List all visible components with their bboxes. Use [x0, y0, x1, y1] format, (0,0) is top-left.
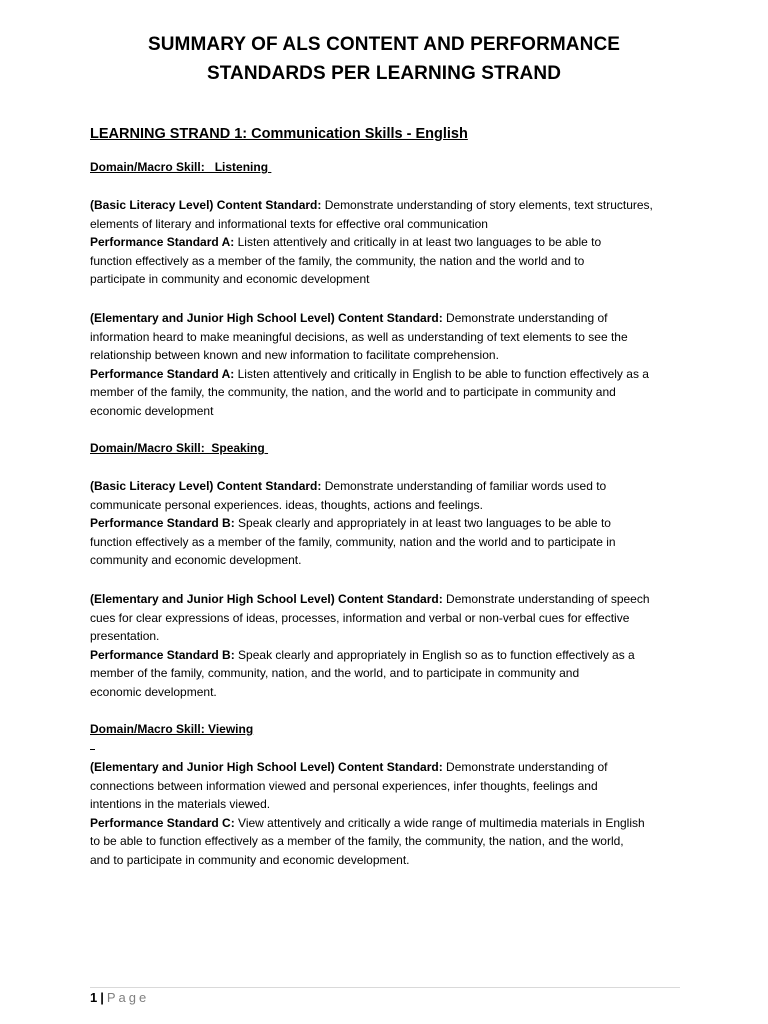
domain-listening-heading: Domain/Macro Skill: Listening — [90, 160, 272, 174]
content-standard-text: connections between information viewed and personal experiences, infer thoughts, feelings and — [90, 778, 598, 793]
content-standard-label: (Basic Literacy Level) Content Standard: — [90, 479, 322, 493]
performance-standard-label: Performance Standard A: — [90, 366, 235, 381]
performance-standard-text: Speak clearly and appropriately in at least two languages to be able to — [234, 516, 611, 531]
performance-standard-text: Listen attentively and critically in English to be able to function effectively as a — [234, 366, 649, 381]
performance-standard-text: function effectively as a member of the family, the community, the nation and the world and to — [90, 253, 585, 268]
performance-standard-label: Performance Standard C: — [90, 815, 235, 830]
performance-standard-label: Performance Standard A: — [90, 235, 235, 250]
performance-standard-text: member of the family, the community, the nation, and the world and to participate in community and — [90, 385, 616, 400]
page-title — [0, 30, 768, 88]
performance-standard-label: Performance Standard B: — [90, 647, 235, 662]
speaking-basic-section — [90, 477, 682, 570]
performance-standard-text: to be able to function effectively as a member of the family, the community, the nation, and the world, — [90, 834, 624, 849]
listening-elem-section — [90, 309, 682, 421]
content-standard-text: elements of literary and informational texts for effective oral communication — [90, 216, 488, 231]
content-standard-text: communicate personal experiences. ideas, thoughts, actions and feelings. — [90, 497, 483, 512]
content-standard-text: Demonstrate understanding of speech — [442, 592, 650, 606]
content-standard-text: Demonstrate understanding of — [442, 311, 608, 325]
content-standard-text: intentions in the materials viewed. — [90, 797, 271, 812]
content-standard-text: information heard to make meaningful decisions, as well as understanding of text elements to see the — [90, 329, 628, 344]
performance-standard-text: Listen attentively and critically in at least two languages to be able to — [234, 235, 602, 250]
performance-standard-text: economic development. — [90, 684, 217, 699]
content-standard-text: cues for clear expressions of ideas, processes, information and verbal or non-verbal cues for effective — [90, 610, 630, 625]
performance-standard-text: function effectively as a member of the family, community, nation and the world and to participate in — [90, 534, 616, 549]
performance-standard-text: View attentively and critically a wide range of multimedia materials in English — [234, 815, 645, 830]
title-line-1: SUMMARY OF ALS CONTENT AND PERFORMANCE — [147, 34, 621, 55]
content-standard-label: (Elementary and Junior High School Level) Content Standard: — [90, 311, 443, 325]
performance-standard-label: Performance Standard B: — [90, 516, 235, 531]
speaking-elem-section — [90, 590, 682, 702]
page-footer — [90, 987, 680, 1005]
performance-standard-text: and to participate in community and economic development. — [90, 852, 410, 867]
content-standard-text: presentation. — [90, 629, 160, 644]
content-standard-text: Demonstrate understanding of story elements, text structures, — [321, 198, 653, 212]
content-standard-text: relationship between known and new information to facilitate comprehension. — [90, 348, 499, 363]
content-standard-label: (Basic Literacy Level) Content Standard: — [90, 198, 322, 212]
domain-viewing-heading: Domain/Macro Skill: Viewing — [90, 722, 254, 736]
footer-separator: | — [100, 990, 104, 1005]
content-standard-label: (Elementary and Junior High School Level) Content Standard: — [90, 592, 443, 606]
content-standard-text: Demonstrate understanding of — [442, 760, 608, 774]
title-line-2: STANDARDS PER LEARNING STRAND — [206, 63, 562, 84]
performance-standard-text: community and economic development. — [90, 553, 302, 568]
performance-standard-text: economic development — [90, 403, 214, 418]
content-standard-text: Demonstrate understanding of familiar words used to — [321, 479, 607, 493]
performance-standard-text: Speak clearly and appropriately in English so as to function effectively as a — [234, 647, 635, 662]
domain-speaking-heading: Domain/Macro Skill: Speaking — [90, 441, 269, 455]
performance-standard-text: participate in community and economic development — [90, 272, 370, 287]
performance-standard-text: member of the family, community, nation, and the world, and to participate in community and — [90, 666, 580, 681]
listening-basic-section — [90, 196, 682, 289]
content-standard-label: (Elementary and Junior High School Level) Content Standard: — [90, 760, 443, 774]
page-number: 1 — [90, 990, 98, 1005]
strand-heading: LEARNING STRAND 1: Communication Skills - English — [90, 126, 468, 142]
stray-underline-mark — [90, 749, 95, 750]
page-label: Page — [106, 990, 150, 1005]
viewing-elem-section — [90, 758, 682, 870]
